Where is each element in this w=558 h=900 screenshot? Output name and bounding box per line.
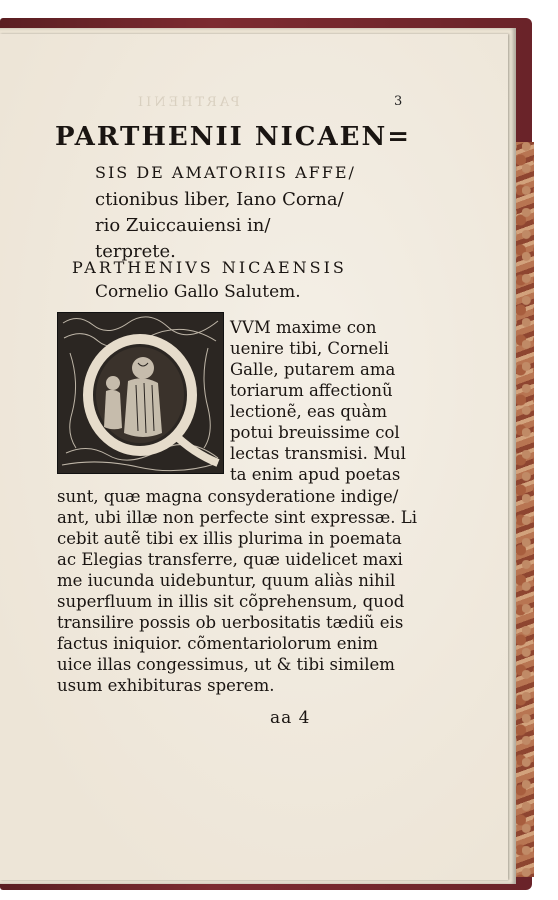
page-title: PARTHENII NICAEN= (55, 122, 412, 152)
text-line: me iucunda uidebuntur, quum aliàs nihil (57, 571, 396, 590)
text-line: lectas transmisi. Mul (230, 444, 406, 463)
text-line: VVM maxime con (230, 318, 377, 337)
text-line: sunt, quæ magna consyderatione indige/ (57, 487, 399, 506)
text-line: lectionẽ, eas quàm (230, 402, 387, 421)
text-line: cebit autẽ tibi ex illis plurima in poemata (57, 529, 402, 548)
title-line: ctionibus liber, Iano Corna/ (95, 189, 344, 210)
text-line: transilire possis ob uerbositatis tædiũ eis (57, 613, 404, 632)
title-line: SIS DE AMATORIIS AFFE/ (95, 163, 356, 182)
text-line: ta enim apud poetas (230, 465, 401, 484)
text-line: uice illas congessimus, ut & tibi similem (57, 655, 395, 674)
text-line: superfluum in illis sit cõprehensum, quod (57, 592, 405, 611)
text-line: potui breuissime col (230, 423, 400, 442)
text-line: usum exhibituras sperem. (57, 676, 275, 695)
subtitle-salutation: Cornelio Gallo Salutem. (95, 282, 301, 302)
text-line: ac Elegias transferre, quæ uidelicet maxi (57, 550, 403, 569)
text-line: Galle, putarem ama (230, 360, 396, 379)
title-line: terprete. (95, 241, 176, 262)
title-line: rio Zuiccauiensi in/ (95, 215, 271, 236)
woodcut-initial (57, 312, 224, 474)
page-number: 3 (394, 94, 403, 109)
text-line: uenire tibi, Corneli (230, 339, 389, 358)
text-line: ant, ubi illæ non perfecte sint expressæ. Li (57, 508, 417, 527)
text-line: factus iniquior. cõmentariolorum enim (57, 634, 379, 653)
signature-mark: aa 4 (270, 708, 311, 728)
text-line: toriarum affectionũ (230, 381, 393, 400)
show-through-text: PARTHENII (135, 95, 240, 110)
subtitle-author: PARTHENIVS NICAENSIS (72, 258, 347, 277)
